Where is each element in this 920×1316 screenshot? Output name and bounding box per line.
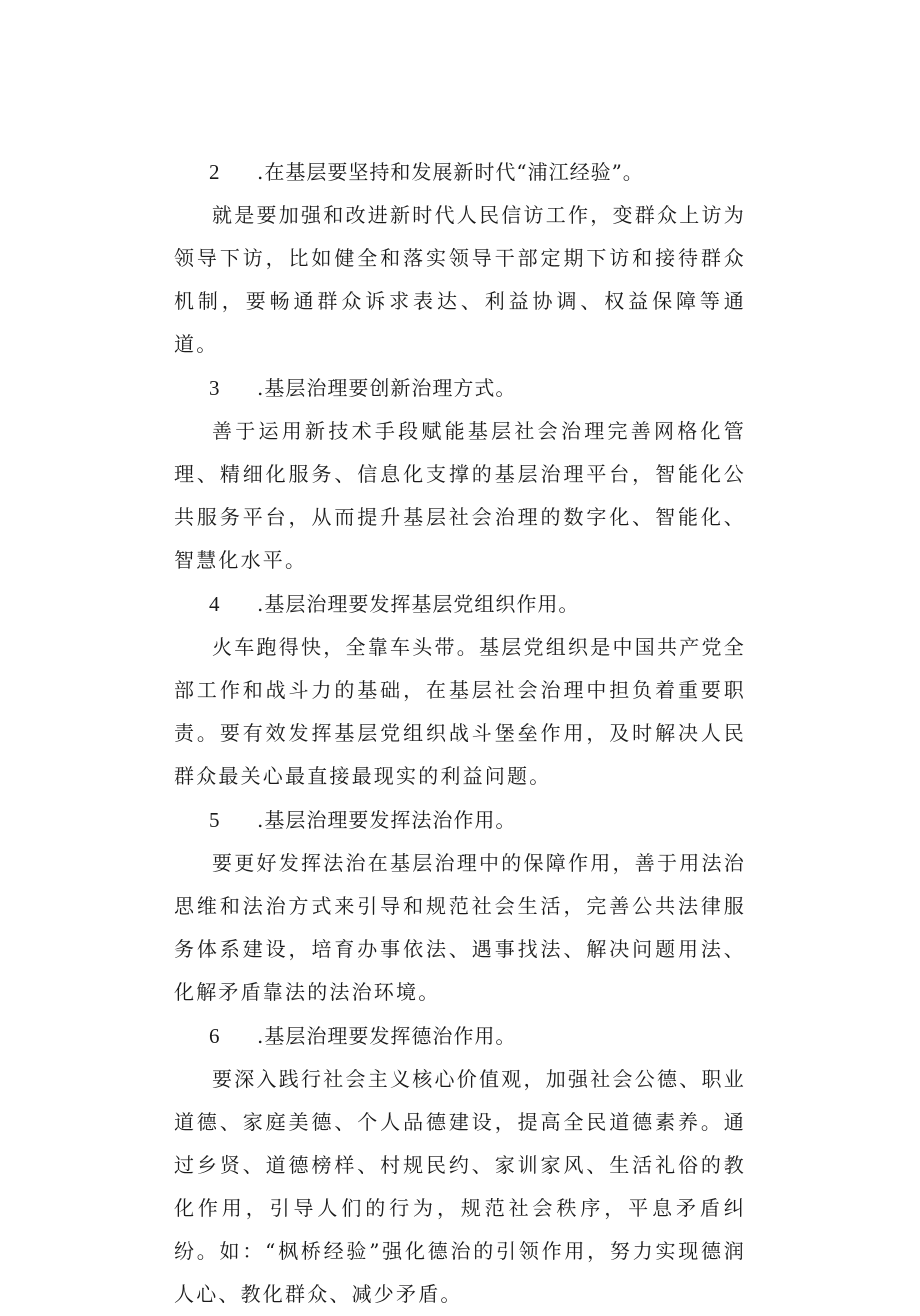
section-title: .基层治理要创新治理方式。 [257, 376, 517, 400]
section-2 [174, 150, 746, 366]
section-heading [174, 150, 746, 194]
section-4 [174, 582, 746, 798]
section-number: 3 [209, 376, 221, 400]
section-heading [174, 582, 746, 626]
section-6 [174, 1014, 746, 1316]
section-paragraph: 要深入践行社会主义核心价值观，加强社会公德、职业道德、家庭美德、个人品德建设，提高全民道德素养。通过乡贤、道德榜样、村规民约、家训家风、生活礼俗的教化作用，引导人们的行为，规范社会秩序，平息矛盾纠纷。如：“枫桥经验”强化德治的引领作用，努力实现德润人心、教化群众、减少矛盾。 [174, 1067, 746, 1306]
section-title: .在基层要坚持和发展新时代“浦江经验”。 [257, 160, 644, 184]
section-number: 6 [209, 1024, 221, 1048]
section-paragraph: 火车跑得快，全靠车头带。基层党组织是中国共产党全部工作和战斗力的基础，在基层社会治理中担负着重要职责。要有效发挥基层党组织战斗堡垒作用，及时解决人民群众最关心最直接最现实的利益问题。 [174, 635, 746, 788]
section-paragraph: 就是要加强和改进新时代人民信访工作，变群众上访为领导下访，比如健全和落实领导干部定期下访和接待群众机制，要畅通群众诉求表达、利益协调、权益保障等通道。 [174, 203, 746, 356]
section-heading [174, 1014, 746, 1058]
document-body [174, 150, 746, 1316]
section-number: 4 [209, 592, 221, 616]
section-title: .基层治理要发挥法治作用。 [257, 808, 517, 832]
section-heading [174, 798, 746, 842]
section-title: .基层治理要发挥基层党组织作用。 [257, 592, 580, 616]
section-5 [174, 798, 746, 1014]
section-heading [174, 366, 746, 410]
section-3 [174, 366, 746, 582]
section-number: 5 [209, 808, 221, 832]
section-paragraph: 要更好发挥法治在基层治理中的保障作用，善于用法治思维和法治方式来引导和规范社会生活，完善公共法律服务体系建设，培育办事依法、遇事找法、解决问题用法、化解矛盾靠法的法治环境。 [174, 851, 746, 1004]
section-title: .基层治理要发挥德治作用。 [257, 1024, 517, 1048]
section-number: 2 [209, 160, 221, 184]
section-paragraph: 善于运用新技术手段赋能基层社会治理完善网格化管理、精细化服务、信息化支撑的基层治理平台，智能化公共服务平台，从而提升基层社会治理的数字化、智能化、智慧化水平。 [174, 419, 746, 572]
